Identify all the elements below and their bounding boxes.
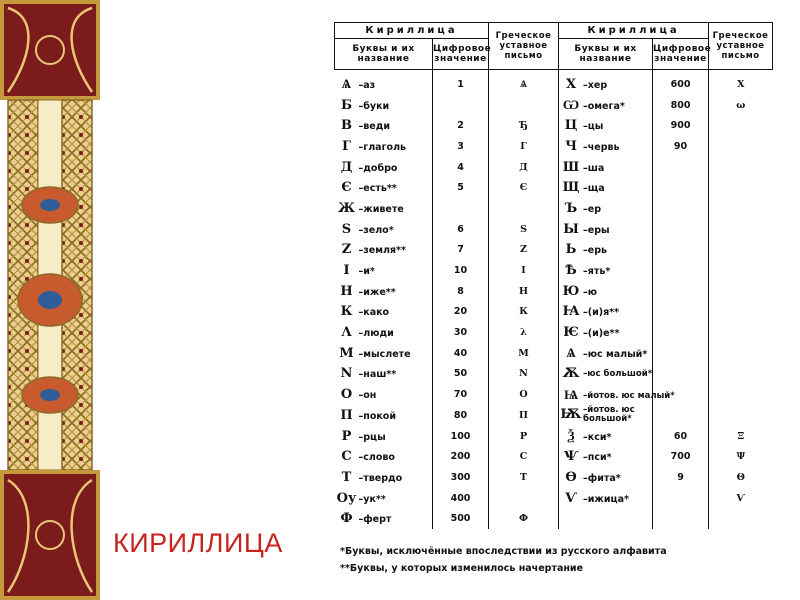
greek-cell: Г [489,136,559,157]
greek-cell: Д [489,157,559,178]
table-row [335,157,773,178]
number-cell: 100 [433,426,489,447]
number-cell: 30 [433,322,489,343]
footnotes [340,543,780,577]
greek-cell: Ψ [736,451,746,463]
letter-cell: Ы –еры [559,219,653,240]
greek-cell [709,240,773,261]
greek-cell: Ф [489,508,559,529]
footnote-two-star: **Буквы, у которых изменилось начертание [340,563,584,574]
letter-cell: Ꙗ –(и)я** [559,302,653,323]
table-row [335,177,773,198]
footnote-one-star: *Буквы, исключённые впоследствии из русского алфавита [340,546,667,557]
letter-cell: С –слово [335,446,433,467]
number-cell [653,219,709,240]
letter-cell: N –наш** [335,364,433,385]
greek-cell: Н [489,281,559,302]
table-row [335,95,773,116]
letter-cell: П –покой [335,405,433,426]
number-cell [653,364,709,385]
greek-cell [709,364,773,385]
letter-cell: Оу –ук** [335,488,433,509]
letter-cell [559,508,653,529]
number-cell: 70 [433,384,489,405]
greek-cell [709,260,773,281]
number-cell [653,260,709,281]
letter-cell: Ѧ –юс малый* [559,343,653,364]
greek-cell [709,198,773,219]
greek-cell [709,157,773,178]
letter-cell: Ѩ –йотов. юс малый* [559,384,653,405]
greek-cell [709,115,773,136]
greek-cell [709,322,773,343]
number-cell [653,240,709,261]
number-cell: 1 [433,70,489,95]
table-row [335,281,773,302]
header-cyrillic-left: Кириллица [335,23,489,39]
number-cell: 900 [653,115,709,136]
greek-cell: Ζ [489,240,559,261]
letter-cell: Ч –червь [559,136,653,157]
letter-cell: О –он [335,384,433,405]
table-row [335,446,773,467]
greek-cell: І [489,260,559,281]
letter-cell: Ζ –земля** [335,240,433,261]
table-row [335,70,773,95]
greek-cell: λ [489,322,559,343]
letter-cell: Ъ –ер [559,198,653,219]
letter-cell: Ѕ –зело* [335,219,433,240]
greek-cell: Ђ [489,115,559,136]
number-cell: 200 [433,446,489,467]
number-cell [433,95,489,116]
number-cell: 8 [433,281,489,302]
greek-cell: Є [489,177,559,198]
letter-cell: Ѡ –омега* [559,95,653,116]
greek-cell [709,177,773,198]
greek-cell: Ξ [737,430,745,442]
header-cyrillic-right: Кириллица [559,23,709,39]
header-greek-left: Греческое уставное письмо [489,23,559,70]
table-row [335,322,773,343]
letter-cell: Λ –люди [335,322,433,343]
greek-cell: К [489,302,559,323]
number-cell: 80 [433,405,489,426]
greek-cell [489,488,559,509]
greek-cell [709,405,773,426]
table-row [335,405,773,426]
table-row [335,115,773,136]
letter-cell: Ѱ –пси* [559,446,653,467]
number-cell [433,198,489,219]
header-number-left: Цифровое значение [433,39,489,70]
table-row [335,467,773,488]
letter-cell: Ж –живете [335,198,433,219]
number-cell [653,157,709,178]
number-cell: 3 [433,136,489,157]
table-row [335,488,773,509]
number-cell: 300 [433,467,489,488]
number-cell: 10 [433,260,489,281]
cyrillic-table [334,22,772,527]
letter-cell: Ь –ерь [559,240,653,261]
table-row [335,384,773,405]
greek-cell: Ѵ [736,492,746,504]
number-cell: 700 [653,446,709,467]
number-cell: 7 [433,240,489,261]
letter-cell: Х –хер [559,70,653,95]
number-cell [653,281,709,302]
letter-cell: М –мыслете [335,343,433,364]
letter-cell: Б –буки [335,95,433,116]
header-letters-right: Буквы и их название [559,39,653,70]
header-greek-right: Греческое уставное письмо [709,23,773,70]
greek-cell: О [489,384,559,405]
letter-cell: Ф –ферт [335,508,433,529]
table-row [335,364,773,385]
greek-cell: ω [736,99,746,111]
greek-cell [709,343,773,364]
letter-cell: Ц –цы [559,115,653,136]
number-cell: 90 [653,136,709,157]
number-cell [653,508,709,529]
letter-cell: В –веди [335,115,433,136]
greek-cell: Т [489,467,559,488]
number-cell: 60 [653,426,709,447]
letter-cell: Ѫ –юс большой* [559,364,653,385]
header-number-right: Цифровое значение [653,39,709,70]
greek-cell: С [489,446,559,467]
table-row [335,302,773,323]
letter-cell: І –и* [335,260,433,281]
number-cell: 6 [433,219,489,240]
table-row [335,343,773,364]
number-cell [653,488,709,509]
table-row [335,198,773,219]
number-cell [653,322,709,343]
letter-cell: Т –твердо [335,467,433,488]
number-cell [653,177,709,198]
letter-cell: Є –есть** [335,177,433,198]
number-cell [653,302,709,323]
table-row [335,136,773,157]
letter-cell: Г –глаголь [335,136,433,157]
greek-cell: П [489,405,559,426]
greek-cell [709,384,773,405]
letter-cell: Р –рцы [335,426,433,447]
letter-cell: Н –иже** [335,281,433,302]
number-cell [653,343,709,364]
greek-cell: N [489,364,559,385]
letter-cell: Ю –ю [559,281,653,302]
greek-cell: Ѧ [489,70,559,95]
greek-cell [489,95,559,116]
greek-cell: Ѕ [489,219,559,240]
number-cell: 20 [433,302,489,323]
letter-cell: Ѭ–йотов. юс большой* [559,405,653,426]
table-row [335,426,773,447]
letter-cell: Щ –ща [559,177,653,198]
letter-cell: Ѯ –кси* [559,426,653,447]
greek-cell: Р [489,426,559,447]
number-cell: 600 [653,70,709,95]
number-cell: 40 [433,343,489,364]
greek-cell [709,136,773,157]
number-cell: 500 [433,508,489,529]
ornamental-border [0,0,108,600]
letter-cell: Д –добро [335,157,433,178]
letter-cell: Ѳ –фита* [559,467,653,488]
greek-cell [489,198,559,219]
greek-cell: Χ [737,78,745,90]
number-cell: 800 [653,95,709,116]
letter-cell: Ѧ –аз [335,70,433,95]
table-row [335,508,773,529]
table-row [335,219,773,240]
greek-cell [709,281,773,302]
table-row [335,240,773,261]
letter-cell: Ѵ –ижица* [559,488,653,509]
letter-cell: К –како [335,302,433,323]
number-cell: 50 [433,364,489,385]
number-cell: 5 [433,177,489,198]
number-cell: 400 [433,488,489,509]
greek-cell [709,219,773,240]
greek-cell: М [489,343,559,364]
letter-cell: Ѣ –ять* [559,260,653,281]
greek-cell: Θ [736,471,745,483]
header-letters-left: Буквы и их название [335,39,433,70]
number-cell: 4 [433,157,489,178]
greek-cell [709,508,773,529]
number-cell: 2 [433,115,489,136]
letter-cell: Ш –ша [559,157,653,178]
greek-cell [709,302,773,323]
letter-cell: Ѥ –(и)е** [559,322,653,343]
number-cell: 9 [653,467,709,488]
table-row [335,260,773,281]
number-cell [653,198,709,219]
slide-title: КИРИЛЛИЦА [113,528,283,558]
